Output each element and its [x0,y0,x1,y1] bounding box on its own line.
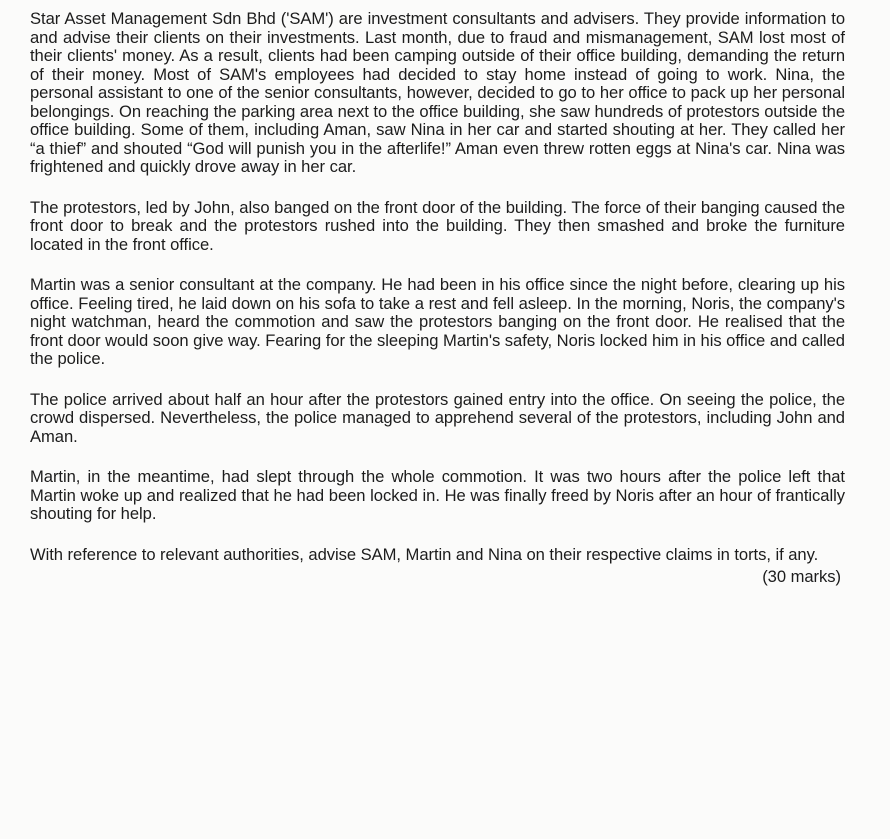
paragraph-question: With reference to relevant authorities, advise SAM, Martin and Nina on their respective claims in torts, if any. [30,544,819,564]
marks-label: (30 marks) [762,567,841,586]
paragraph-martin-freed: Martin, in the meantime, had slept through the whole commotion. It was two hours after the police left that Martin woke up and realized that he had been locked in. He was finally freed by Noris after an hour of frantically shouting for help. [30,467,845,523]
paragraph-facts-nina: Star Asset Management Sdn Bhd ('SAM') are investment consultants and advisers. They provide information to and advise their clients on their investments. Last month, due to fraud and mismanagement, SAM lost most of their clients' money. As a result, clients had been camping outside of their office building, demanding the return of their money. Most of SAM's employees had decided to stay home instead of going to work. Nina, the personal assistant to one of the senior consultants, however, decided to go to her office to pack up her personal belongings. On reaching the parking area next to the office building, she saw hundreds of protestors outside the office building. Some of them, including Aman, saw Nina in her car and started shouting at her. They called her “a thief” and shouted “God will punish you in the afterlife!” Aman even threw rotten eggs at Nina's car. Nina was frightened and quickly drove away in her car. [30,9,845,176]
question-text [30,10,845,587]
paragraph-martin: Martin was a senior consultant at the company. He had been in his office since the night before, clearing up his office. Feeling tired, he laid down on his sofa to take a rest and fell asleep. In the morning, Noris, the company's night watchman, heard the commotion and saw the protestors banging on the front door. He realised that the front door would soon give way. Fearing for the sleeping Martin's safety, Noris locked him in his office and called the police. [30,275,845,368]
paragraph-protestors: The protestors, led by John, also banged on the front door of the building. The force of their banging caused the front door to break and the protestors rushed into the building. They then smashed and broke the furniture located in the front office. [30,197,845,254]
paragraph-police: The police arrived about half an hour after the protestors gained entry into the office. On seeing the police, the crowd dispersed. Nevertheless, the police managed to apprehend several of the protestors, including John and Aman. [30,389,845,446]
